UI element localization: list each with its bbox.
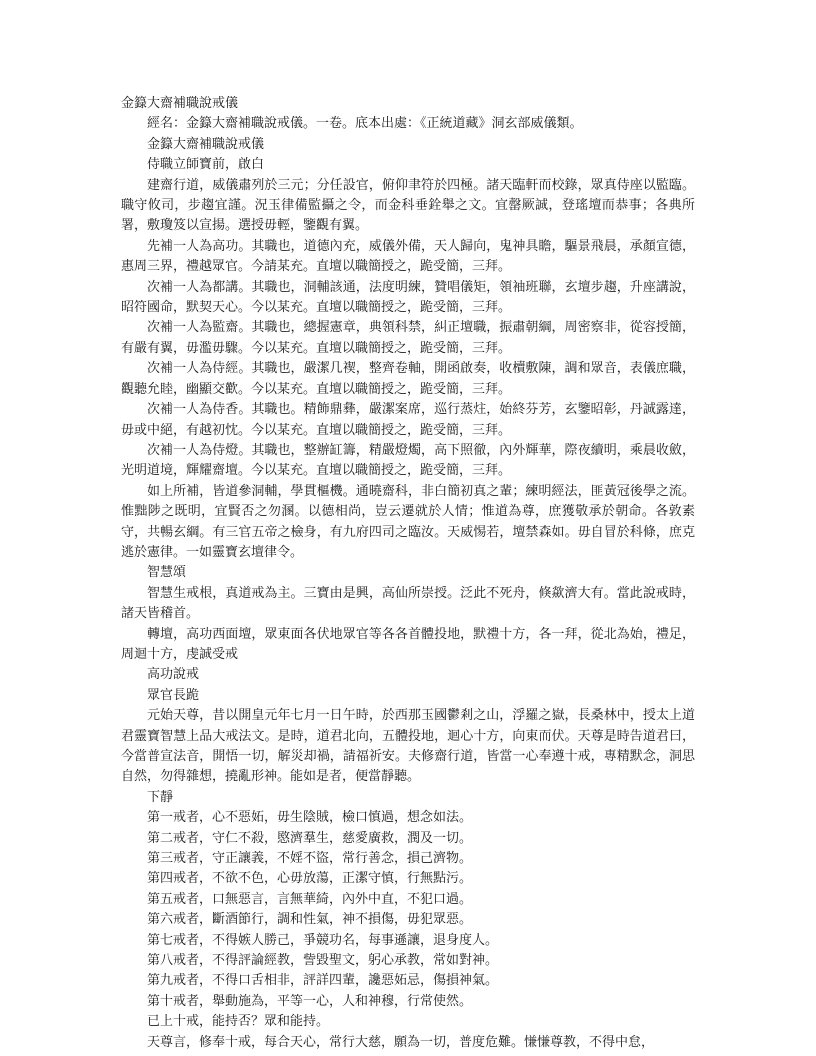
heading-zhongguanchanggui: 眾官長跪 [147, 687, 200, 703]
precept-3: 第三戒者，守正讓義，不婬不盜，常行善念，損己濟物。 [147, 851, 473, 867]
document-body [121, 94, 695, 1053]
para-tianzunyan: 天尊言，修奉十戒，每合天心，常行大慈，願為一切，普度危難。慊慊尊教，不得中怠， [147, 1034, 655, 1050]
heading-xiajing: 下靜 [147, 789, 174, 805]
precept-5: 第五戒者，口無惡言，言無華綺，內外中直，不犯口過。 [147, 891, 473, 907]
para-shideng: 次補一人為侍燈。其職也，整辦缸籌，精嚴燈燭，高下照徹，內外輝華，際夜續明，乘晨收斂，光明道境，輝耀齋壇。今以某充。直壇以職簡授之，跪受簡，三拜。 [121, 442, 695, 479]
precept-10: 第十戒者，舉動施為，平等一心，人和神穆，行常使然。 [147, 993, 473, 1009]
para-zhuantan: 轉壇，高功西面壇，眾東面各伏地眾官等各各首體投地，默禮十方，各一拜，從北為始，禮足，周迴十方，虔誠受戒 [121, 626, 695, 662]
precept-7: 第七戒者，不得嫉人勝己，爭競功名，每事遜讓，退身度人。 [147, 932, 499, 948]
para-jianzhai-officer: 次補一人為監齋。其職也，總握憲章，典領科禁，糾正壇職，振肅朝綱，周密察非，從容授簡，有嚴有翼，毋濫毋驟。今以某充。直壇以職簡授之，跪受簡，三拜。 [121, 320, 695, 356]
heading-title: 金籙大齋補職說戒儀 [121, 96, 239, 111]
inner-title: 金籙大齋補職說戒儀 [147, 136, 265, 152]
precept-1: 第一戒者，心不惡妬，毋生陰賊，檢口慎過，想念如法。 [147, 810, 473, 826]
heading-zhihuisong: 智慧頌 [147, 565, 187, 581]
precept-2: 第二戒者，守仁不殺，愍濟羣生，慈愛廣救，潤及一切。 [147, 830, 473, 846]
para-zhihuisong: 智慧生戒根，真道戒為主。三寶由是興，高仙所崇授。泛此不死舟，倏歘濟大有。當此說戒時，諸天皆稽首。 [121, 585, 695, 622]
para-yishang: 已上十戒，能持否？眾和能持。 [147, 1014, 330, 1030]
precept-4: 第四戒者，不欲不色，心毋放蕩，正潔守慎，行無點污。 [147, 871, 473, 887]
para-jianzhai: 建齋行道，威儀肅列於三元；分任設官，俯仰聿符於四極。諸天臨軒而校錄，眾真侍座以監臨。職守攸司，步趨宜謹。況玉律備監攝之令，而金科垂銓舉之文。宜罄厥誠，登瑤壇而恭事；各典所署，敷瓊笈以宣揚。選授毋輕，鑒觀有翼。 [121, 177, 695, 234]
heading-gaogongshuojie: 高功說戒 [147, 667, 200, 683]
para-rushang: 如上所補，皆道參洞輔，學貫樞機。通曉齋科，非白簡初真之輩；練明經法，匪黃冠後學之流。惟黜陟之既明，宜賢否之勿溷。以德相尚，豈云遷就於人情；惟道為尊，庶獲敬承於朝命。各敦素守，共暢玄綱。有三官五帝之檢身，有九府四司之臨汝。天威惕若，壇禁森如。毋自冒於科條，庶克逃於憲律。一如靈寶玄壇律令。 [121, 483, 695, 560]
rubric-attend: 侍職立師寶前，啟白 [147, 157, 265, 173]
para-gaogong: 先補一人為高功。其職也，道德內充，威儀外備，天人歸向，鬼神具瞻，驅景飛晨，承顏宣德，惠周三界，禮越眾官。今請某充。直壇以職簡授之，跪受簡，三拜。 [121, 238, 695, 275]
para-shixiang: 次補一人為侍香。其職也。精飾鼎彝，嚴潔案席，巡行蒸炷，始終芬芳，玄鑒昭彰，丹誠露達，毋或中絕，有越初忱。今以某充。直壇以職簡授之，跪受簡，三拜。 [121, 402, 695, 438]
precept-8: 第八戒者，不得評論經教，訾毀聖文，躬心承教，常如對神。 [147, 953, 499, 969]
source-note: 經名：金籙大齋補職說戒儀。一卷。底本出處：《正統道藏》洞玄部威儀類。 [147, 116, 583, 132]
precept-9: 第九戒者，不得口舌相非，評詳四輩，讒惡妬忌，傷損神氣。 [147, 973, 499, 989]
para-shijing: 次補一人為侍經。其職也，嚴潔几褉，整齊卷軸，開函啟奏，收櫝敷陳，調和眾音，表儀庶職，觀聽允睦，幽顯交歡。今以某充。直壇以職簡授之，跪受簡，三拜。 [121, 361, 695, 397]
precept-6: 第六戒者，斷酒節行，調和性氣，神不損傷，毋犯眾惡。 [147, 912, 473, 928]
para-yuanshi: 元始天尊，昔以開皇元年七月一日午時，於西那玉國鬱剎之山，浮羅之嶽，長桑林中，授太上道君靈寶智慧上品大戒法文。是時，道君北向，五體投地，迴心十方，向東而伏。天尊是時告道君曰，今當普宣法音，開悟一切，解災却禍，請福祈安。夫修齋行道，皆當一心奉遵十戒，專精默念，洞思自然，勿得雜想，撓亂形神。能如是者，便當靜聽。 [121, 708, 695, 785]
para-dujiang: 次補一人為都講。其職也，洞輔該通，法度明練，贊唱儀矩，領袖班聯，玄壇步趨，升座講說，昭符國命，默契天心。今以某充。直壇以職簡授之，跪受簡，三拜。 [121, 279, 695, 316]
